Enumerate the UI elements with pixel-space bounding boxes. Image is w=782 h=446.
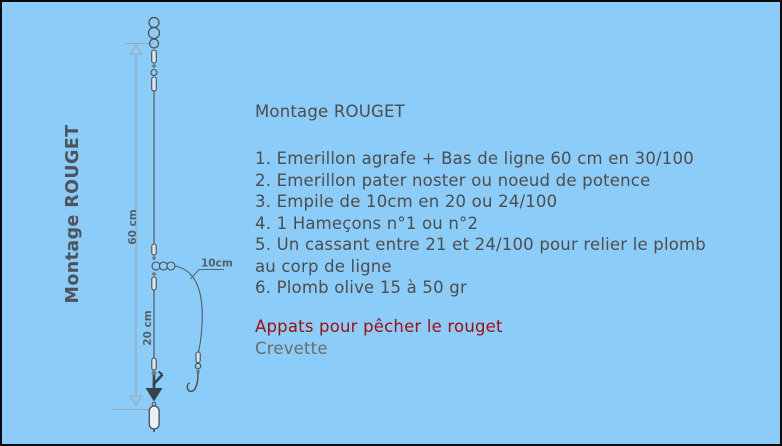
bottom-swivel-icon: [152, 358, 157, 375]
instruction-line-5: 5. Un cassant entre 21 et 24/100 pour relier le plomb: [255, 235, 706, 254]
bait-heading: Appats pour pêcher le rouget: [255, 317, 503, 336]
bait-section: [255, 316, 503, 359]
measure-label-60cm: 60 cm: [127, 209, 139, 245]
paternoster-swivel-icon: [152, 244, 175, 290]
instructions-title: Montage ROUGET: [255, 102, 405, 121]
lead-clip-icon: [146, 372, 163, 402]
measure-label-20cm: 20 cm: [142, 310, 154, 346]
barrel-swivel-top-icon: [151, 50, 157, 91]
instruction-line-3: 3. Empile de 10cm en 20 ou 24/100: [255, 192, 558, 211]
instructions-list: [255, 148, 706, 299]
dropper-line: [175, 266, 202, 352]
hook-icon: [187, 373, 198, 391]
olive-sinker-icon: [149, 402, 159, 432]
instruction-line-1: 1. Emerillon agrafe + Bas de ligne 60 cm en 30/100: [255, 149, 694, 168]
instruction-line-6: 6. Plomb olive 15 à 50 gr: [255, 278, 467, 297]
vertical-page-title: Montage ROUGET: [63, 124, 83, 304]
instruction-line-5-cont: au corp de ligne: [255, 256, 392, 276]
instruction-line-4: 4. 1 Hameçons n°1 ou n°2: [255, 213, 479, 233]
dropper-label-10cm: 10cm: [201, 257, 233, 270]
instruction-line-2: 2. Emerillon pater noster ou noeud de potence: [255, 170, 651, 190]
dropper-label-leader: [191, 270, 225, 280]
hook-swivel-icon: [195, 352, 201, 373]
bait-item: Crevette: [255, 338, 328, 358]
